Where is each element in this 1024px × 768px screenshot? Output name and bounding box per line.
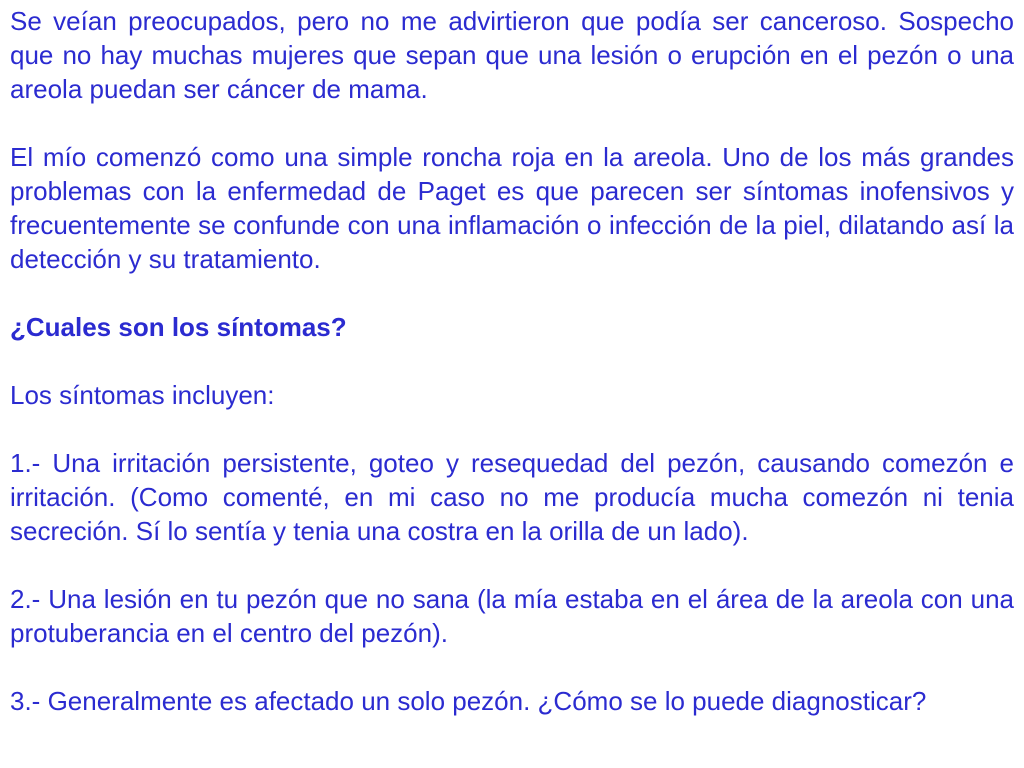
symptom-item-3: 3.- Generalmente es afectado un solo pezón. ¿Cómo se lo puede diagnosticar? [10,686,927,716]
paragraph-personal-story: El mío comenzó como una simple roncha roja en la areola. Uno de los más grandes problemas con la enfermedad de Paget es que parecen ser síntomas inofensivos y frecuentemente se confunde con una inflamación o infección de la piel, dilatando así la detección y su tratamiento. [10,142,1014,274]
symptom-item-1: 1.- Una irritación persistente, goteo y resequedad del pezón, causando comezón e irritación. (Como comenté, en mi caso no me producía mucha comezón ni tenia secreción. Sí lo sentía y tenia una costra en la orilla de un lado). [10,448,1014,546]
paragraph-intro: Se veían preocupados, pero no me advirtieron que podía ser canceroso. Sospecho que no hay muchas mujeres que sepan que una lesión o erupción en el pezón o una areola puedan ser cáncer de mama. [10,6,1014,104]
paragraph-symptoms-intro: Los síntomas incluyen: [10,380,275,410]
symptom-item-2: 2.- Una lesión en tu pezón que no sana (la mía estaba en el área de la areola con una protuberancia en el centro del pezón). [10,584,1014,648]
section-heading-symptoms: ¿Cuales son los síntomas? [10,312,347,342]
